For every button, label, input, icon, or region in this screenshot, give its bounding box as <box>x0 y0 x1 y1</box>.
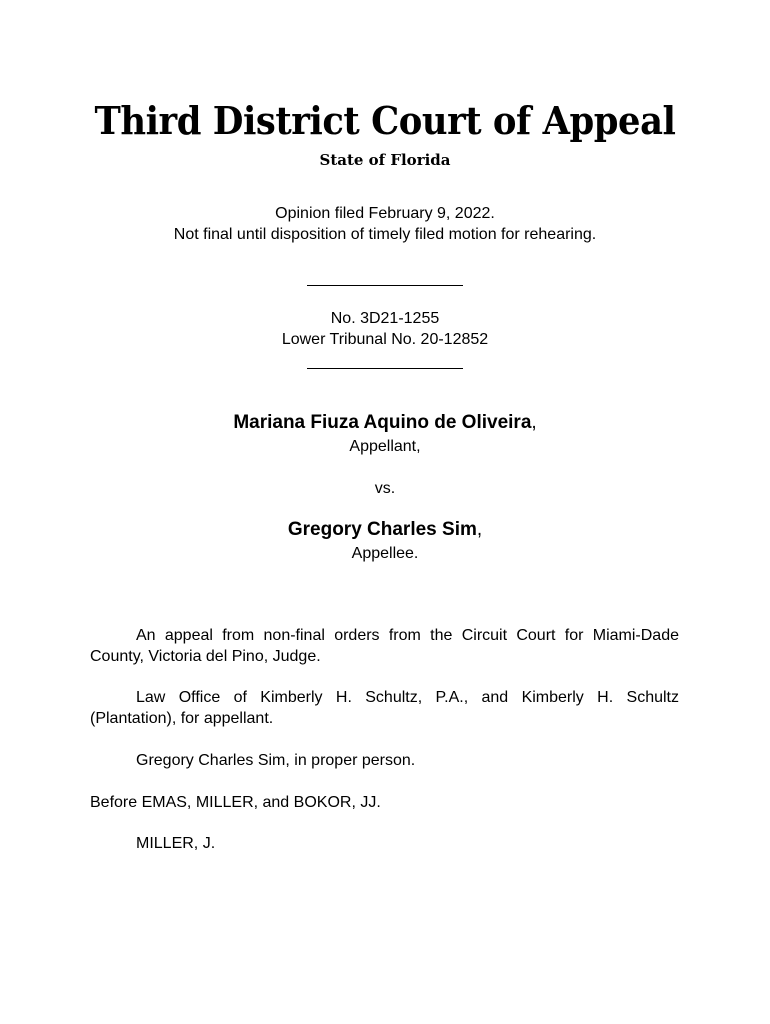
court-state: State of Florida <box>319 151 451 169</box>
court-title: Third District Court of Appeal <box>94 98 676 143</box>
appellee-block <box>0 519 770 541</box>
separator-rule-bottom <box>307 368 463 369</box>
versus: vs. <box>374 480 396 497</box>
appellee-role: Appellee. <box>351 545 419 562</box>
appeal-from-paragraph: An appeal from non-final orders from the Circuit Court for Miami-Dade County, Victoria del Pino, Judge. <box>90 627 679 665</box>
appellant-block <box>0 412 770 434</box>
appellant-counsel-paragraph: Law Office of Kimberly H. Schultz, P.A., and Kimberly H. Schultz (Plantation), for appellant. <box>90 689 679 727</box>
appellant-comma: , <box>531 412 537 433</box>
appellee-name: Gregory Charles Sim <box>287 519 477 540</box>
appellee-comma: , <box>476 519 483 540</box>
appellant-role: Appellant, <box>349 438 421 455</box>
appellee-counsel-paragraph: Gregory Charles Sim, in proper person. <box>136 752 416 769</box>
separator-rule-top <box>307 285 463 286</box>
case-number: No. 3D21-1255 <box>330 310 440 327</box>
author-line: MILLER, J. <box>136 835 216 852</box>
lower-tribunal-number: Lower Tribunal No. 20-12852 <box>281 331 489 348</box>
rehearing-notice: Not final until disposition of timely filed motion for rehearing. <box>173 226 597 243</box>
opinion-filed-date: Opinion filed February 9, 2022. <box>275 205 495 222</box>
appellant-name: Mariana Fiuza Aquino de Oliveira <box>233 412 532 433</box>
panel-paragraph: Before EMAS, MILLER, and BOKOR, JJ. <box>90 794 381 811</box>
